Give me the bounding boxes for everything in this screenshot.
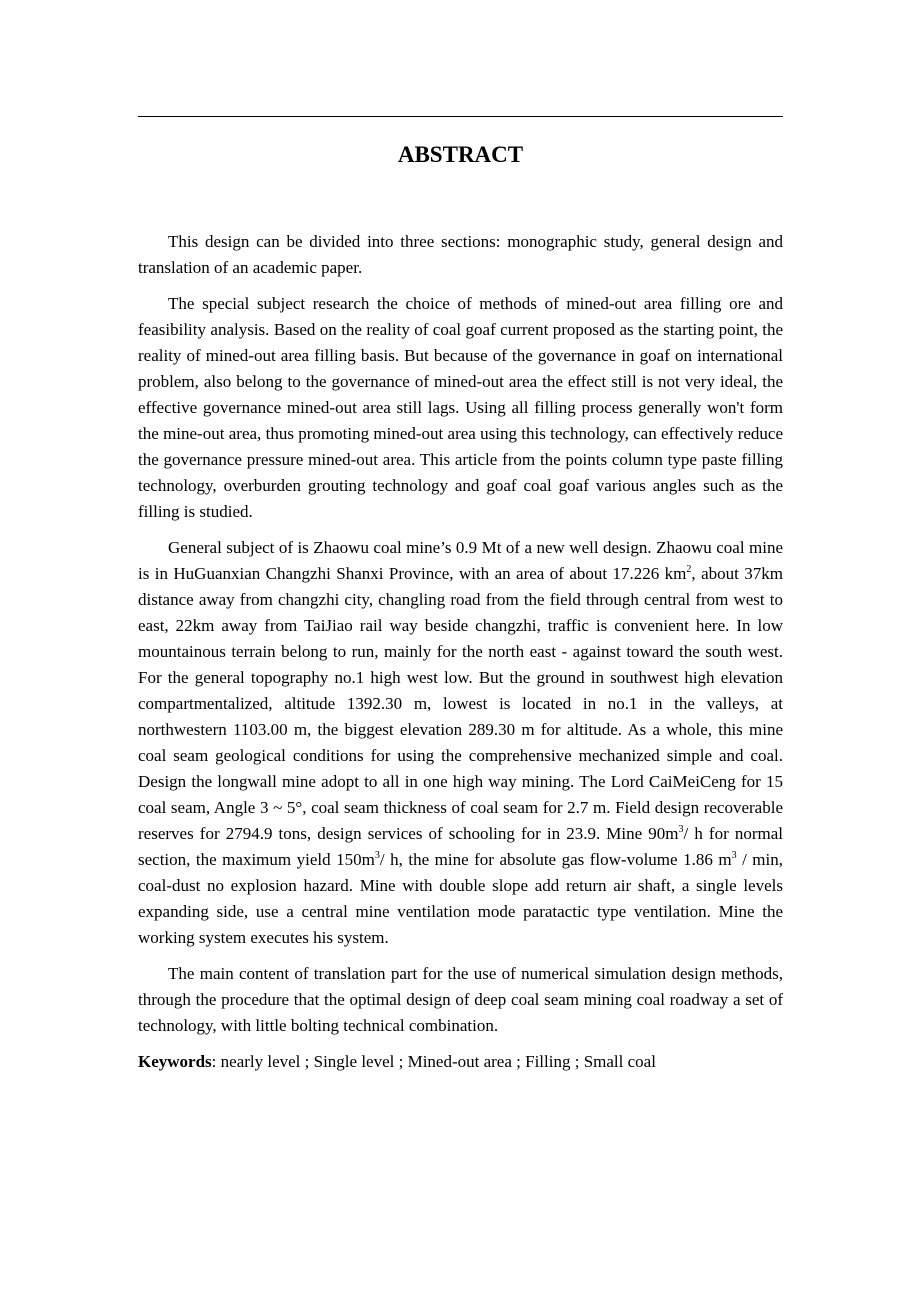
text-run: / min, coal-dust no explosion hazard. Mine with double slope add return air shaft, a single levels expanding side, use a central mine ventilation mode paratactic type ventilation. Mine the working system executes his system. <box>138 850 784 947</box>
text-run: / h for normal section, the maximum yield 150m <box>138 824 783 869</box>
abstract-body <box>138 229 783 1075</box>
page-title: ABSTRACT <box>397 142 524 167</box>
superscript: 3 <box>731 850 737 861</box>
superscript: 3 <box>678 824 684 835</box>
header-rule <box>138 116 783 117</box>
text-run: , about 37km distance away from changzhi city, changling road from the field through central from west to east, 22km away from TaiJiao rail way beside changzhi, traffic is convenient here. In low mountainous terrain belong to run, mainly for the north east - against toward the south west. For the general topography no.1 high west low. But the ground in southwest high elevation compartmentalized, altitude 1392.30 m, lowest is located in no.1 in the valleys, at northwestern 1103.00 m, the biggest elevation 289.30 m for altitude. As a whole, this mine coal seam geological conditions for using the comprehensive mechanized simple and coal. Design the longwall mine adopt to all in one high way mining. The Lord CaiMeiCeng for 15 coal seam, Angle 3 ~ 5°, coal seam thickness of coal seam for 2.7 m. Field design recoverable reserves for 2794.9 tons, design services of schooling for in 23.9. Mine 90m <box>138 564 783 843</box>
abstract-paragraph-2 <box>138 291 783 525</box>
text-run: This design can be divided into three sections: monographic study, general design and translation of an academic paper. <box>138 232 783 277</box>
text-run: / h, the mine for absolute gas flow-volume 1.86 m <box>379 850 732 869</box>
keywords-line <box>138 1049 783 1075</box>
abstract-paragraph-3 <box>138 535 783 951</box>
abstract-paragraph-4 <box>138 961 783 1039</box>
text-run: The special subject research the choice of methods of mined-out area filling ore and feasibility analysis. Based on the reality of coal goaf current proposed as the starting point, the reality of mined-out area filling basis. But because of the governance in goaf on international problem, also belong to the governance of mined-out area the effect still is not very ideal, the effective governance mined-out area still lags. Using all filling process generally won't form the mine-out area, thus promoting mined-out area using this technology, can effectively reduce the governance pressure mined-out area. This article from the points column type paste filling technology, overburden grouting technology and goaf coal goaf various angles such as the filling is studied. <box>138 294 783 521</box>
text-run: General subject of is Zhaowu coal mine’s 0.9 Mt of a new well design. Zhaowu coal mine is in HuGuanxian Changzhi Shanxi Province, with an area of about 17.226 km <box>138 538 783 583</box>
superscript: 3 <box>374 850 380 861</box>
abstract-paragraph-1 <box>138 229 783 281</box>
text-run: The main content of translation part for the use of numerical simulation design methods, through the procedure that the optimal design of deep coal seam mining coal roadway a set of technology, with little bolting technical combination. <box>138 964 783 1035</box>
keywords-label: Keywords <box>138 1052 212 1071</box>
superscript: 2 <box>686 564 692 575</box>
keywords-list: : nearly level ; Single level ; Mined-out area ; Filling ; Small coal <box>211 1052 656 1071</box>
